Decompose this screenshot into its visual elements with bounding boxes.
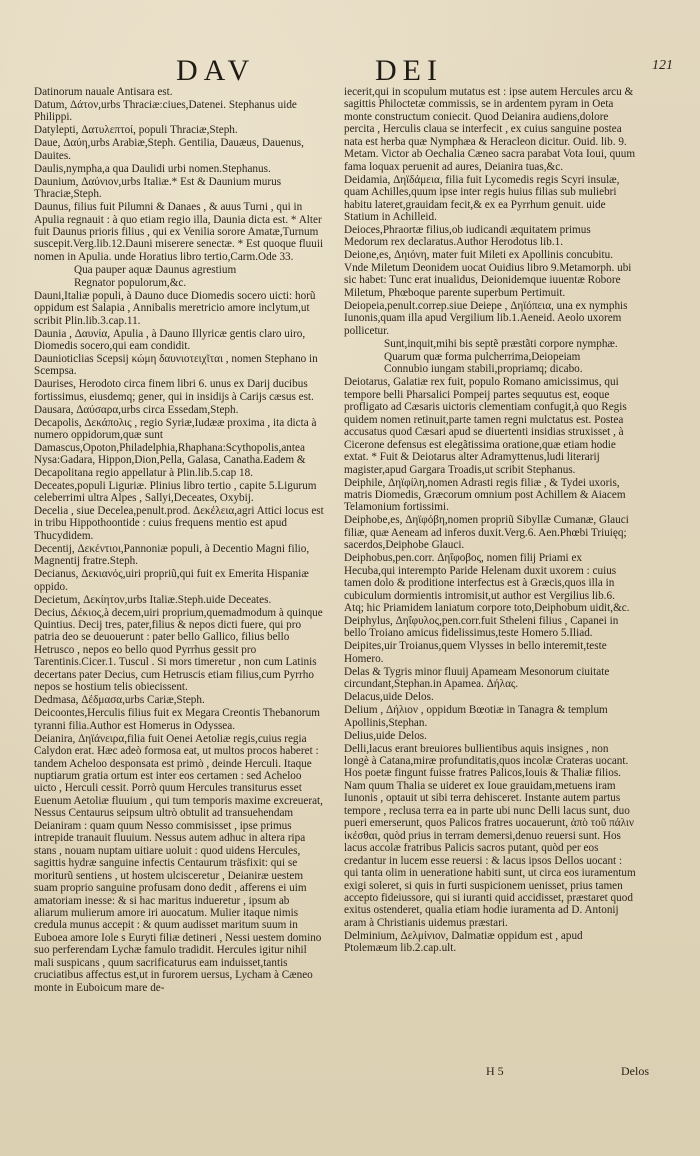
left-column [34,86,326,995]
entry-datinorum: Datinorum nauale Antisara est. [34,86,173,98]
entry-daue: Daue, Δαύη,urbs Arabiæ,Steph. Gentilia, Dauæus, Dauenus, Dauites. [34,137,304,162]
running-head-left: DAV [176,54,256,87]
entry-deiphile: Deiphile, Δηϊφίλη,nomen Adrasti regis filiæ , & Tydei uxoris, matris Diomedis, Græcorum omnium post Achillem & Aiacem Telamonium fortissimi. [344,476,626,514]
entry-dauni: Dauni,Italiæ populi, à Dauno duce Diomedis socero uicti: horũ oppidum est Salapia , Annibalis meretricio amore inclytum,ut scribit Plin.lib.3.cap.11. [34,289,316,327]
entry-delli: Delli,lacus erant breuiores bullientibus aquis insignes , non longè à Catana,miræ profunditatis,quos incolæ Crateras uocant. Hos poetæ fingunt fuisse fratres Palicos,Iouis & Thaliæ filios. Nam quum Thalia se uideret ex Ioue grauidam,metuens iram Iunonis , optauit ut sibi terra dehisceret. Instante autem partus tempore , reclusa terra ea in parte ubi nunc Delli lacus sunt, duo pueri emerserunt, quos Palicos fratres uocauerunt, ἀπὸ τοῦ πάλιν ἰκέσθαι, quòd prius in terram demersi,denuo reuersi sunt. Hos lacus accolæ fratribus Palicis sacros putant, quòd per eos credantur in lucem esse reuersi : & lacus ipsos Dellos uocant : qui tanta olim in ueneratione habiti sunt, ut circa eos iuramentum exigi soleret, si quis in furti suspicionem uenisset, prius tamen accepto fideiussore, qui si iuranti quid accidisset, præstaret quod exitus ostenderet, qualia etiam hodie iuramenta ad D. Antonij aram à Christianis uidemus præstari. [344,742,636,929]
entry-decius: Decius, Δέκιος,à decem,uiri proprium,quemadmodum à quinque Quintius. Decij tres, pater,filius & nepos dicti fuere, qui pro patria deo se deuouerunt : pater bello Gallico, filius bello Hetrusco , nepos eo bello quod Pyrrhus gessit pro Tarentinis.Cicer.1. Tuscul . Si mors timeretur , non cum Latinis decertans pater Decius, cum Hetruscis etiam filius,cum Pyrrho nepos se hostium telis obiecissent. [34,606,323,694]
entry-daulis: Daulis,nympha,a qua Daulidi urbi nomen.Stephanus. [34,162,271,175]
entry-datum: Datum, Δάτον,urbs Thraciæ:ciues,Datenei. Stephanus uide Philippi. [34,98,297,124]
entry-deicoontes: Deicoontes,Herculis filius fuit ex Megara Creontis Thebanorum tyranni filia.Author est Homerus in Odyssea. [34,707,320,732]
signature-mark: H 5 [486,1064,504,1078]
entry-dausara: Dausara, Δαύσαρα,urbs circa Essedam,Steph. [34,403,239,416]
verse-line: Connubio iungam stabili,propriamq; dicabo. [384,363,583,376]
page-number: 121 [652,58,673,73]
entry-deianira: Deianira, Δηϊάνειρα,filia fuit Oenei Aetoliæ regis,cuius regia Calydon erat. Hæc adeò formosa eat, ut multos procos haberet : tandem Acheloo desponsata est primò , deinde Herculi. Itaque nuptiarum gratia ortum est inter eos certamen : sed Acheloo uicto , Herculi cessit. Porrò quum Hercules transiturus esset Euenum Aetoliæ fluuium , qui tum temporis maxime excreuerat, Nessus Centaurus seipsum ultrò obtulit ad transuehendam Deianiram : quam quum Nesso commisisset , ipse primus intrepide tranauit fluuium. Nessus autem adhuc in altera ripa stans , nouam nuptam uitiare uoluit : quod uidens Hercules, sagittis hydræ sanguine infectis Centaurum träsfixit: qui se moriturũ sentiens , ut hostem ulcisceretur , Deianiræ uestem suam proprio sanguine profusam dono dedit , afferens ei uim amatoriam inesse: & si hac maritus indueretur , ipsum ab aliarum mulierum amore iri auocatum. Mulier itaque nimis credula munus accepit : & quum audisset maritum suum in Euboea amore Iole s Euryti filiæ detineri , Nessi uestem domino suo perferendam Lychæ famulo tradidit. Hercules igitur nihil mali suspicans , quum sacrificaturus eam induisset,tantis cruciatibus affectus est,ut in furorem uersus, Lycham à Cæneo monte in Euboicum mare de- [34,732,323,994]
entry-deiotarus: Deiotarus, Galatiæ rex fuit, populo Romano amicissimus, qui tempore belli Pharsalici Pompeij partes sequutus est, eoque profligato ad Cæsaris uictoris clementiam confugit,à quo Regis quidem nomen retinuit,parte tamen regni mulctatus est. Postea accusatus quod Cæsari apud se diuertenti insidias struxisset , à Cicerone defensus est elegãtissima oratione,quæ etiam hodie extat. * Fuit & Deiotarus alter Adramyttenus,ludi literarij magister,apud Gargara Troadis,ut scribit Stephanus. [344,376,627,476]
entry-dedmasa: Dedmasa, Δέδμασα,urbs Cariæ,Steph. [34,694,205,707]
entry-deione: Deione,es, Δηιόνη, mater fuit Mileti ex Apollinis concubitu. Vnde Miletum Deonidem uocat Ouidius libro 9.Metamorph. ubi sic habet: Tunc erat inualidus, Deionidemque iuuentæ Robore Miletum, Phœboque parente superbum Pertimuit. [344,249,632,299]
verse-line: Quarum quæ forma pulcherrima,Deiopeiam [384,350,581,363]
verse-line: Regnator populorum,&c. [74,276,187,289]
entry-deceates: Deceates,populi Liguriæ. Plinius libro tertio , capite 5.Ligurum celeberrimi ultra Alpes , Sallyi,Deceates, Oxybij. [34,479,317,504]
entry-deioces: Deioces,Phraortæ filius,ob iudicandi æquitatem primus Medorum rex declaratus.Author Herodotus lib.1. [344,223,591,249]
entry-decapolis: Decapolis, Δεκάπολις , regio Syriæ,Iudææ proxima , ita dicta à numero oppidorum,quæ sunt Damascus,Opoton,Philadelphia,Rhaphana:Scythopolis,antea Nysa:Gadara, Hippon,Dion,Pella, Galasa, Canatha.Eadem & Decapolitana regio appellatur à Plin.lib.5.cap 18. [34,416,317,479]
entry-deiopeia: Deiopeia,penult.correp.siue Deiepe , Δηϊόπεια, una ex nymphis Iunonis,quam illa apud Vergilium lib.1.Aeneid. Aeolo uxorem pollicetur. [344,299,628,337]
entry-deiphobe: Deiphobe,es, Δηϊφόβη,nomen propriũ Sibyllæ Cumanæ, Glauci filiæ, quæ Aeneam ad inferos duxit.Verg.6. Aen.Phœbi Triuięq; sacerdos,Deiphobe Glauci. [344,514,629,552]
entry-decianus: Decianus, Δεκιανός,uiri propriũ,qui fuit ex Emerita Hispaniæ oppido. [34,568,309,593]
entry-delminium: Delminium, Δελμίνιον, Dalmatiæ oppidum est , apud Ptolemæum lib.2.cap.ult. [344,929,583,955]
entry-delium: Delium , Δήλιον , oppidum Bœotiæ in Tanagra & templum Apollinis,Stephan. [344,704,608,729]
verse-line: Qua pauper aquæ Daunus agrestium [74,263,237,276]
verse-line: Sunt,inquit,mihi bis septẽ præstãti corpore nymphæ. [384,337,618,350]
entry-deidamia: Deidamia, Δηϊδάμεια, filia fuit Lycomedis regis Scyri insulæ, quam Achilles,quum ipse inter regis huius filias sub muliebri habitu lateret,grauidam fecit,& ex ea Pyrrhum genuit. uide Statium in Achilleid. [344,173,620,224]
running-head-right: DEI [375,54,443,87]
entry-daunioticlias: Daunioticlias Scepsij κώμη δαυνιοτειχῖται , nomen Stephano in Scempsa. [34,353,318,378]
entry-daunium: Daunium, Δαύνιον,urbs Italiæ.* Est & Daunium murus Thraciæ,Steph. [34,175,282,201]
entry-decentij: Decentij, Δεκέντιοι,Pannoniæ populi, à Decentio Magni filio, Magnentij fratre.Steph. [34,542,310,568]
entry-deiphobus: Deiphobus,pen.corr. Δηΐφοβος, nomen filij Priami ex Hecuba,qui interempto Paride Helenam duxit uxorem : cuius tamen dolo & proditione interfectus est à Græcis,quos illa in cubiculum dormientis intromisit,ut author est Vergilius lib.6. Atq; hic Priamidem laniatum corpore toto,Deiphobum uidit,&c. [344,552,630,615]
entry-daunus: Daunus, filius fuit Pilumni & Danaes , & auus Turni , qui in Apulia regnauit : à quo etiam regio illa, Daunia dicta est. * Alter fuit Daunus prioris filius , qui ex Venilia sorore Amatæ,Turnum suscepit.Verg.lib.12.Dauni miserere senectæ. * Est quoque fluuii nomen in Apulia. unde Horatius libro tertio,Carm.Ode 33. [34,201,324,263]
entry-daunia: Daunia , Δαυνία, Apulia , à Dauno Illyricæ gentis claro uiro, Diomedis socero,qui eam condidit. [34,327,306,353]
entry-delas: Delas & Tygris minor fluuij Apameam Mesonorum ciuitate circundant,Stephan.in Apamea. Δήλας. [344,665,610,691]
entry-deianira-cont: iecerit,qui in scopulum mutatus est : ipse autem Hercules arcu & sagittis Philoctetæ commissis, se in ardentem pyram in Oeta monte constructum coniecit. Quod Deianira audiens,dolore percita , Herculis claua se interfecit , ex cuius sanguine postea nata est herba quæ Nymphæa & Heracleon dicitur. Ouid. lib. 9. Metam. Victor ab Oechalia Cæneo sacra parabat Vota Ioui, quum fama loquax peruenit ad aures, Deianira tuas,&c. [344,86,636,173]
entry-delius: Delius,uide Delos. [344,729,427,742]
entry-datylepti: Datylepti, Δατυλεπτοί, populi Thraciæ,Steph. [34,124,238,137]
entry-decelia: Decelia , siue Decelea,penult.prod. Δεκέλεια,agri Attici locus est in tribu Hippothoontide : cuius frequens mentio est apud Thucydidem. [34,504,324,542]
entry-delacus: Delacus,uide Delos. [344,691,434,704]
right-column [344,86,636,955]
entry-decietum: Decietum, Δεκίητον,urbs Italiæ.Steph.uide Deceates. [34,593,272,606]
catchword: Delos [621,1064,649,1078]
entry-daurises: Daurises, Herodoto circa finem libri 6. unus ex Darij ducibus fortissimus, eiusdemq; gener, qui in insidijs à Carijs cæsus est. [34,378,314,403]
entry-deipites: Deipites,uir Troianus,quem Vlysses in bello interemit,teste Homero. [344,640,607,665]
entry-deiphylus: Deiphylus, Δηΐφυλος,pen.corr.fuit Stheleni filius , Capanei in bello Troiano amicus fidelissimus,teste Homero 5.Iliad. [344,615,619,640]
